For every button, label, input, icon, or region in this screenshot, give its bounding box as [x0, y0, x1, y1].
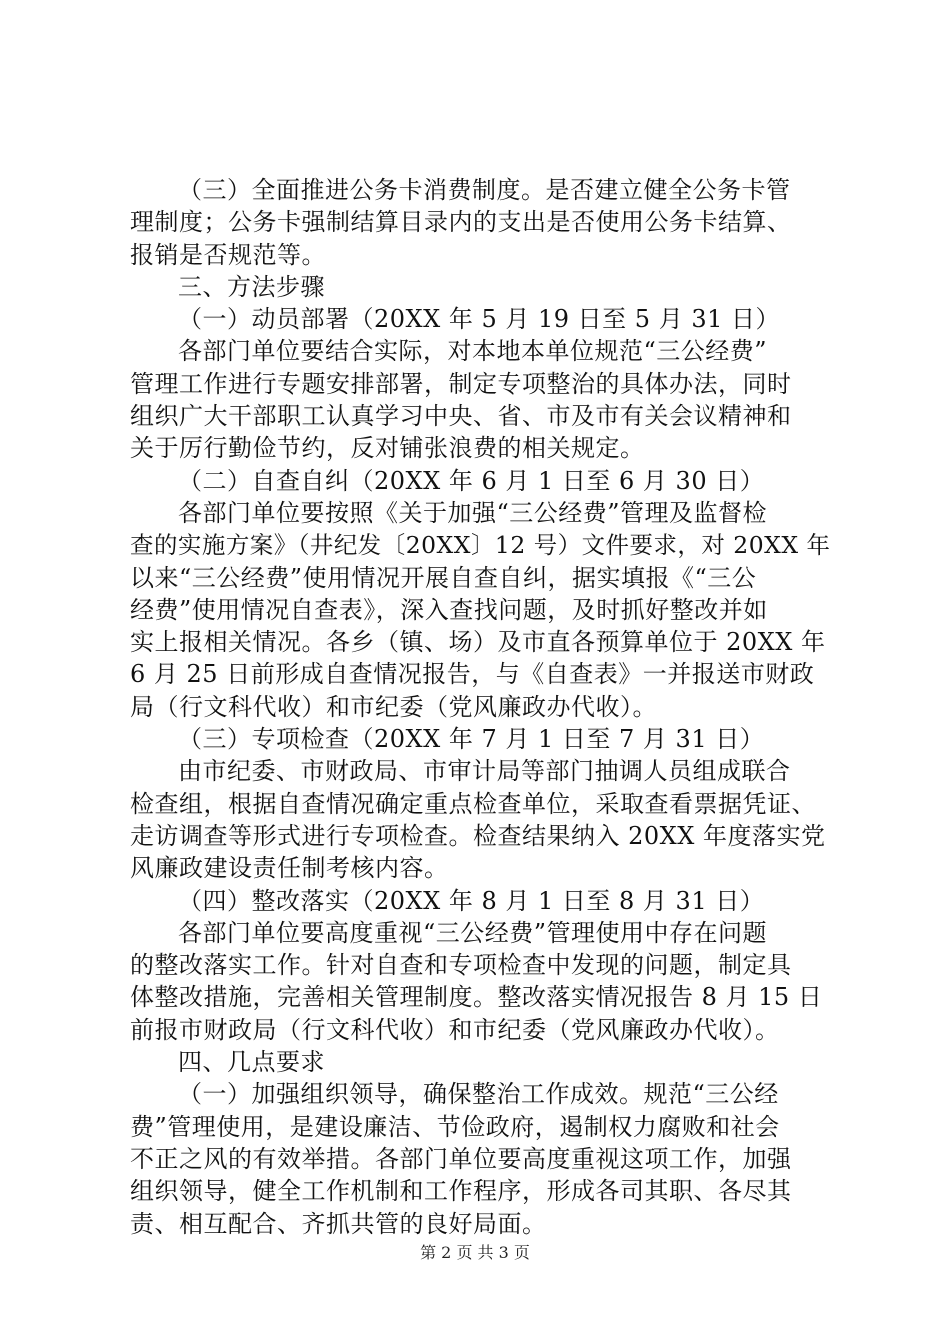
- text-line: 各部门单位要结合实际，对本地本单位规范“三公经费”: [178, 337, 768, 366]
- text-line: （三）专项检查（20XX 年 7 月 1 日至 7 月 31 日）: [178, 725, 765, 754]
- text-line: 组织广大干部职工认真学习中央、省、市及市有关会议精神和: [130, 402, 792, 431]
- text-line: 6 月 25 日前形成自查情况报告，与《自查表》一并报送市财政: [130, 660, 815, 689]
- text-line: 前报市财政局（行文科代收）和市纪委（党风廉政办代收）。: [130, 1015, 780, 1044]
- text-line: （一）动员部署（20XX 年 5 月 19 日至 5 月 31 日）: [178, 305, 780, 334]
- text-line: 局（行文科代收）和市纪委（党风廉政办代收）。: [130, 692, 657, 721]
- text-line: （三）全面推进公务卡消费制度。是否建立健全公务卡管: [178, 176, 791, 204]
- text-line: 走访调查等形式进行专项检查。检查结果纳入 20XX 年度落实党: [130, 821, 826, 850]
- text-line: 管理工作进行专题安排部署，制定专项整治的具体办法，同时: [130, 369, 792, 398]
- text-line: 不正之风的有效举措。各部门单位要高度重视这项工作，加强: [130, 1144, 792, 1173]
- text-line: 的整改落实工作。针对自查和专项检查中发现的问题，制定具: [130, 951, 792, 980]
- text-line: （二）自查自纠（20XX 年 6 月 1 日至 6 月 30 日）: [178, 466, 765, 495]
- text-line: 组织领导，健全工作机制和工作程序，形成各司其职、各尽其: [130, 1177, 792, 1206]
- text-line: 理制度；公务卡强制结算目录内的支出是否使用公务卡结算、: [130, 208, 792, 237]
- text-line: （四）整改落实（20XX 年 8 月 1 日至 8 月 31 日）: [178, 886, 765, 915]
- text-line: 责、相互配合、齐抓共管的良好局面。: [130, 1209, 547, 1238]
- text-line: 以来“三公经费”使用情况开展自查自纠，据实填报《“三公: [130, 563, 757, 592]
- text-line: 体整改措施，完善相关管理制度。整改落实情况报告 8 月 15 日: [130, 983, 823, 1012]
- text-line: 各部门单位要高度重视“三公经费”管理使用中存在问题: [178, 918, 768, 947]
- text-line: 报销是否规范等。: [130, 240, 326, 269]
- text-line: 各部门单位要按照《关于加强“三公经费”管理及监督检: [178, 498, 768, 527]
- text-line: 实上报相关情况。各乡（镇、场）及市直各预算单位于 20XX 年: [130, 628, 826, 657]
- text-line: 查的实施方案》（井纪发〔20XX〕12 号）文件要求，对 20XX 年: [130, 531, 831, 560]
- text-line: 检查组，根据自查情况确定重点检查单位，采取查看票据凭证、: [130, 789, 816, 818]
- text-line: 经费”使用情况自查表》，深入查找问题，及时抓好整改并如: [130, 595, 768, 624]
- text-line: 由市纪委、市财政局、市审计局等部门抽调人员组成联合: [178, 757, 791, 786]
- text-line: 风廉政建设责任制考核内容。: [130, 854, 449, 883]
- text-line: 三、方法步骤: [178, 272, 325, 301]
- text-line: （一）加强组织领导，确保整治工作成效。规范“三公经: [178, 1080, 779, 1109]
- text-line: 关于厉行勤俭节约，反对铺张浪费的相关规定。: [130, 434, 645, 463]
- page-footer: 第 2 页 共 3 页: [420, 1243, 530, 1262]
- document-body: [130, 174, 830, 1240]
- text-line: 四、几点要求: [178, 1048, 325, 1077]
- text-line: 费”管理使用，是建设廉洁、节俭政府，遏制权力腐败和社会: [130, 1112, 780, 1141]
